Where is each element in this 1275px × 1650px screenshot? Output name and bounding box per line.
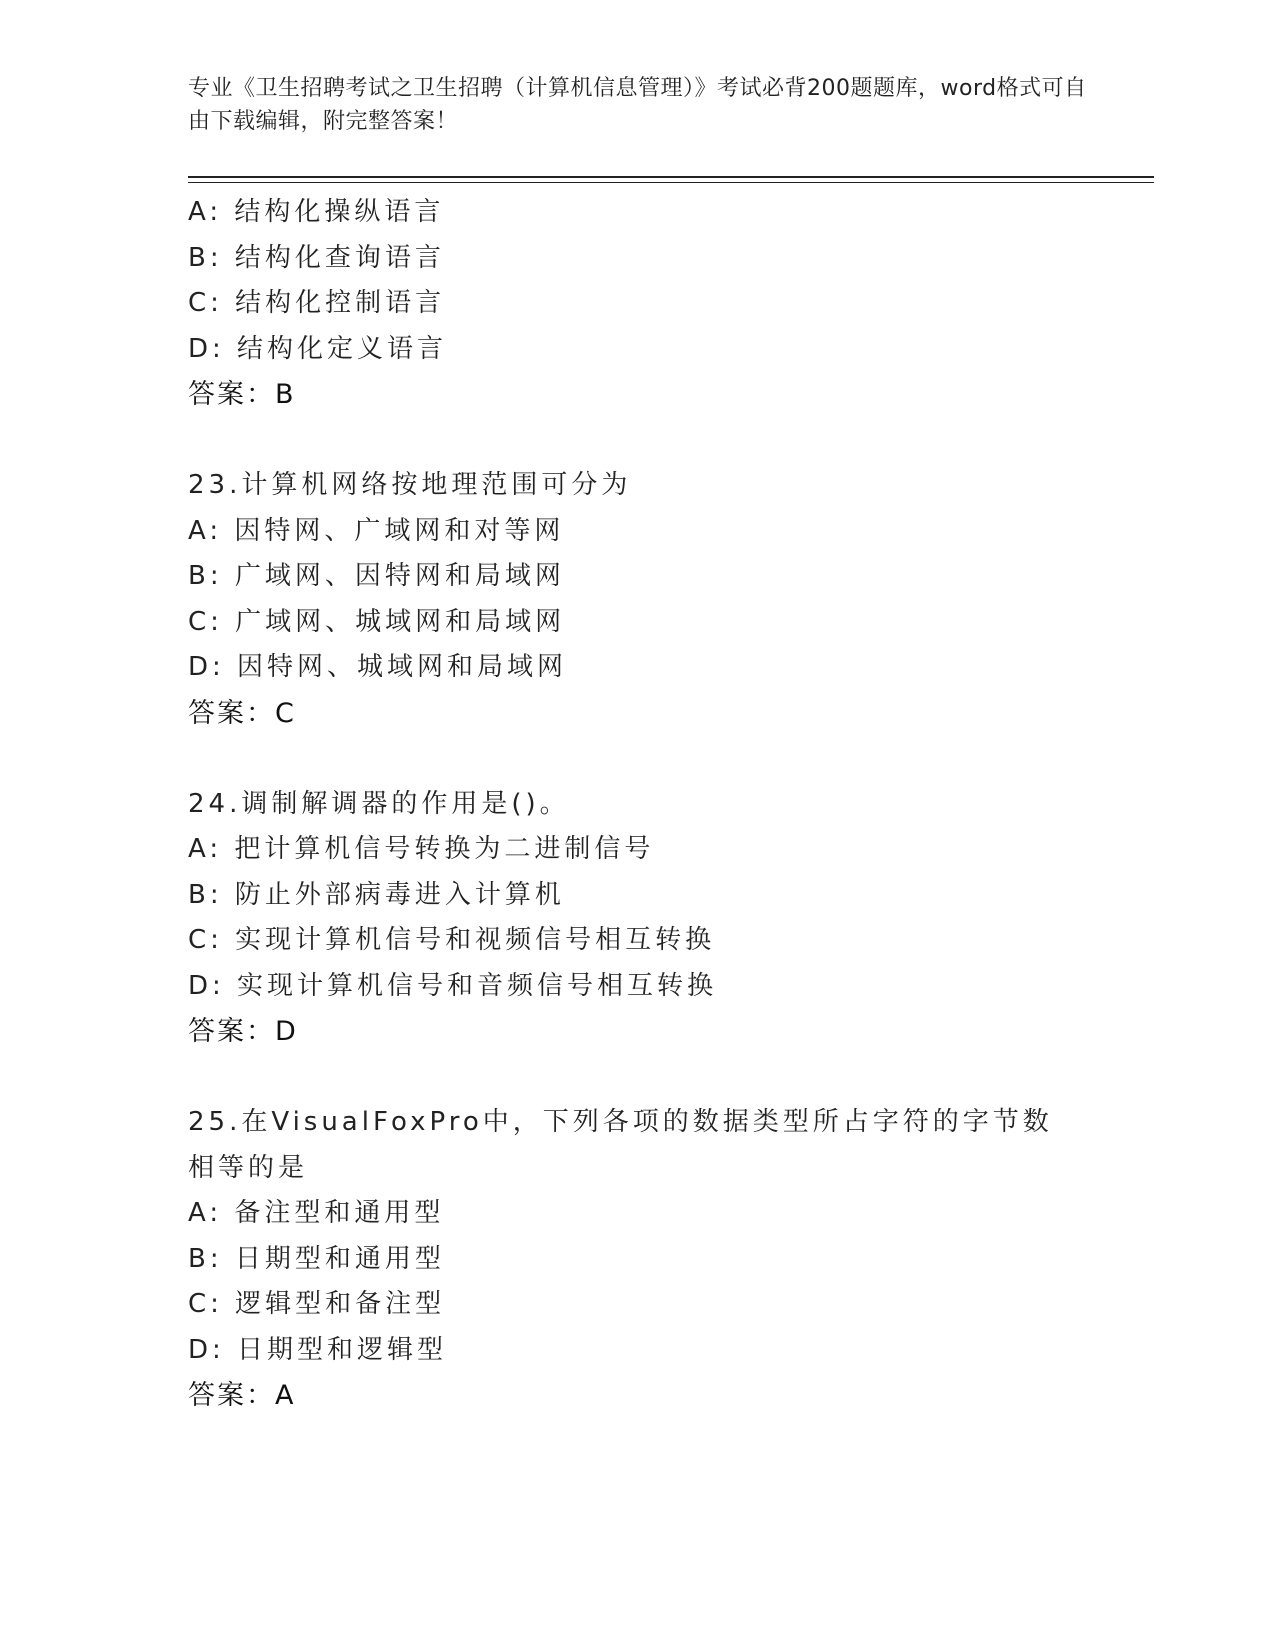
question-stem: 24.调制解调器的作用是()。 xyxy=(188,788,570,819)
option-b: B: 日期型和通用型 xyxy=(188,1243,445,1274)
answer-line: 答案：C xyxy=(188,697,296,729)
option-d: D: 结构化定义语言 xyxy=(188,333,448,364)
option-a: A: 因特网、广域网和对等网 xyxy=(188,515,565,546)
option-a: A: 备注型和通用型 xyxy=(188,1198,445,1228)
document-header: 专业《卫生招聘考试之卫生招聘（计算机信息管理）》考试必背200题题库，word格式可自由下载编辑，附完整答案！ xyxy=(188,76,1087,134)
answer-line: 答案：A xyxy=(188,1380,296,1411)
option-c: C: 结构化控制语言 xyxy=(188,288,446,318)
option-b: B: 结构化查询语言 xyxy=(188,242,445,273)
option-d: D: 日期型和逻辑型 xyxy=(188,1334,448,1365)
question-list xyxy=(188,190,1138,1419)
option-d: D: 实现计算机信号和音频信号相互转换 xyxy=(188,970,718,1001)
header-rule-thin xyxy=(188,182,1154,183)
option-c: C: 逻辑型和备注型 xyxy=(188,1289,446,1319)
answer-line: 答案：B xyxy=(188,379,296,410)
option-c: C: 广域网、城域网和局域网 xyxy=(188,606,566,637)
option-b: B: 防止外部病毒进入计算机 xyxy=(188,879,565,910)
option-b: B: 广域网、因特网和局域网 xyxy=(188,561,565,591)
option-c: C: 实现计算机信号和视频信号相互转换 xyxy=(188,925,716,955)
question-stem: 23.计算机网络按地理范围可分为 xyxy=(188,470,632,500)
question-stem: 25.在VisualFoxPro中，下列各项的数据类型所占字符的字节数相等的是 xyxy=(188,1107,1053,1183)
option-a: A: 结构化操纵语言 xyxy=(188,197,445,227)
option-a: A: 把计算机信号转换为二进制信号 xyxy=(188,834,655,864)
header-rule-thick xyxy=(188,176,1154,178)
option-d: D: 因特网、城域网和局域网 xyxy=(188,652,568,682)
answer-line: 答案：D xyxy=(188,1016,298,1047)
